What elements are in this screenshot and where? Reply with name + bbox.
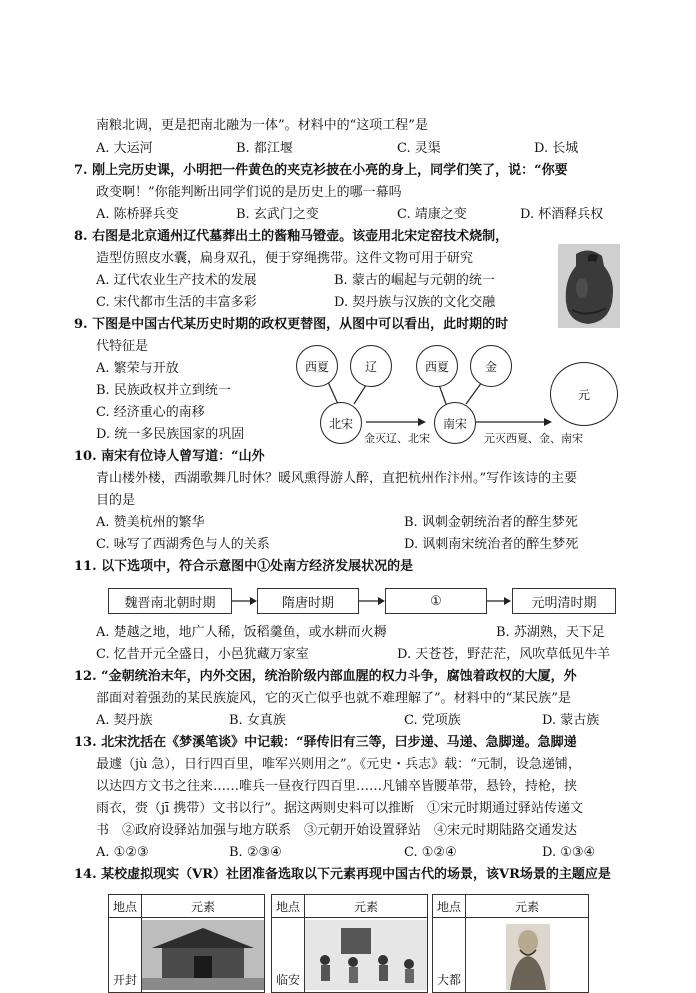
circle-xixia-1: 西夏 <box>296 345 338 387</box>
timeline-weijin: 魏晋南北朝时期 <box>108 588 232 614</box>
q7-stem-2: 政变啊！”你能判断出同学们说的是历史上的哪一幕吗 <box>96 185 402 200</box>
q8-option-b[interactable]: B. 蒙古的崛起与元朝的统一 <box>334 273 495 288</box>
q10-option-b[interactable]: B. 讽刺金朝统治者的醉生梦死 <box>404 515 578 530</box>
q11-option-a[interactable]: A. 楚越之地，地广人稀，饭稻羹鱼，或水耕而火耨 <box>96 625 387 640</box>
q9-option-a[interactable]: A. 繁荣与开放 <box>96 361 179 376</box>
q13-stem-2: 最遽（jù 急），日行四百里，唯军兴则用之”。《元史・兵志》载：“元制，设急递铺， <box>96 757 581 772</box>
circle-beisong: 北宋 <box>320 402 362 444</box>
timeline-blank-1: ① <box>385 588 487 614</box>
vr-table-dadu <box>432 894 589 993</box>
table-place-linan: 临安 <box>272 918 305 993</box>
table-header-place: 地点 <box>109 895 142 918</box>
table-header-element: 元素 <box>305 895 428 918</box>
circle-liao: 辽 <box>350 345 392 387</box>
q13-stem-3: 以达四方文书之往来……唯兵一昼夜行四百里……凡铺卒皆腰革带，悬铃，持枪，挟 <box>96 779 578 794</box>
table-header-place: 地点 <box>272 895 305 918</box>
table-place-kaifeng: 开封 <box>109 918 142 993</box>
q12-stem-1: 12. “金朝统治末年，内外交困，统治阶级内部血腥的权力斗争，腐蚀着政权的大厦，外 <box>74 669 577 684</box>
linan-people-painting <box>305 918 428 993</box>
q12-option-b[interactable]: B. 女真族 <box>229 713 286 728</box>
arrow-label-yuan: 元灭西夏、金、南宋 <box>484 432 583 445</box>
table-header-element: 元素 <box>466 895 589 918</box>
q13-option-b[interactable]: B. ②③④ <box>229 845 282 860</box>
q14-stem: 14. 某校虚拟现实（VR）社团准备选取以下元素再现中国古代的场景，该VR场景的主题应是 <box>74 867 611 882</box>
q10-option-a[interactable]: A. 赞美杭州的繁华 <box>96 515 205 530</box>
q12-stem-2: 部面对着强劲的某民族旋风，它的灭亡似乎也就不难理解了”。材料中的“某民族”是 <box>96 691 571 706</box>
q6-option-d[interactable]: D. 长城 <box>534 141 579 156</box>
q7-option-b[interactable]: B. 玄武门之变 <box>236 207 319 222</box>
q7-option-d[interactable]: D. 杯酒释兵权 <box>520 207 604 222</box>
table-header-element: 元素 <box>142 895 265 918</box>
q9-option-b[interactable]: B. 民族政权并立到统一 <box>96 383 231 398</box>
timeline-mingqing: 元明清时期 <box>512 588 616 614</box>
q13-stem-4: 雨衣，赍（jī 携带）文书以行”。据这两则史料可以推断 ①宋元时期通过驿站传递文 <box>96 801 583 816</box>
q8-stem-2: 造型仿照皮水囊，扁身双孔，便于穿绳携带。这件文物可用于研究 <box>96 251 474 266</box>
q11-option-c[interactable]: C. 忆昔开元全盛日，小邑犹藏万家室 <box>96 647 309 662</box>
q12-option-c[interactable]: C. 党项族 <box>404 713 461 728</box>
q10-option-d[interactable]: D. 讽刺南宋统治者的醉生梦死 <box>404 537 579 552</box>
q7-stem-1: 7. 刚上完历史课，小明把一件黄色的夹克衫披在小亮的身上，同学们笑了，说：“你要 <box>74 163 568 178</box>
q13-stem-1: 13. 北宋沈括在《梦溪笔谈》中记载：“驿传旧有三等，曰步递、马递、急脚递。急脚递 <box>74 735 577 750</box>
q9-option-d[interactable]: D. 统一多民族国家的巩固 <box>96 427 245 442</box>
vr-table-linan <box>271 894 428 993</box>
q7-option-c[interactable]: C. 靖康之变 <box>397 207 467 222</box>
q10-stem-1: 10. 南宋有位诗人曾写道：“山外 <box>74 449 265 464</box>
circle-nansong: 南宋 <box>434 402 476 444</box>
q8-option-c[interactable]: C. 宋代都市生活的丰富多彩 <box>96 295 257 310</box>
dadu-portrait <box>466 918 589 993</box>
q13-option-d[interactable]: D. ①③④ <box>542 845 596 860</box>
q10-stem-2: 青山楼外楼，西湖歌舞几时休？暖风熏得游人醉，直把杭州作汴州。”写作该诗的主要 <box>96 471 578 486</box>
q10-stem-3: 目的是 <box>96 493 136 508</box>
q6-option-b[interactable]: B. 都江堰 <box>236 141 293 156</box>
q11-option-d[interactable]: D. 天苍苍，野茫茫，风吹草低见牛羊 <box>397 647 611 662</box>
q7-option-a[interactable]: A. 陈桥驿兵变 <box>96 207 179 222</box>
timeline-suitang: 隋唐时期 <box>257 588 359 614</box>
q8-option-a[interactable]: A. 辽代农业生产技术的发展 <box>96 273 257 288</box>
q6-option-c[interactable]: C. 灵渠 <box>397 141 441 156</box>
q11-stem: 11. 以下选项中，符合示意图中①处南方经济发展状况的是 <box>74 559 414 574</box>
q13-option-a[interactable]: A. ①②③ <box>96 845 149 860</box>
q9-option-c[interactable]: C. 经济重心的南移 <box>96 405 205 420</box>
q11-option-b[interactable]: B. 苏湖熟，天下足 <box>496 625 605 640</box>
q12-option-a[interactable]: A. 契丹族 <box>96 713 153 728</box>
q10-option-c[interactable]: C. 咏写了西湖秀色与人的关系 <box>96 537 270 552</box>
q6-option-a[interactable]: A. 大运河 <box>96 141 153 156</box>
table-header-place: 地点 <box>433 895 466 918</box>
q9-stem-1: 9. 下图是中国古代某历史时期的政权更替图，从图中可以看出，此时期的时 <box>74 317 509 332</box>
q13-option-c[interactable]: C. ①②④ <box>404 845 457 860</box>
circle-yuan: 元 <box>550 362 618 426</box>
q8-option-d[interactable]: D. 契丹族与汉族的文化交融 <box>334 295 496 310</box>
vr-table-kaifeng <box>108 894 265 993</box>
circle-xixia-2: 西夏 <box>416 345 458 387</box>
q9-stem-2: 代特征是 <box>96 339 149 354</box>
horse-stirrup-pot-photo <box>558 244 620 328</box>
arrow-label-jin: 金灭辽、北宋 <box>364 432 430 445</box>
q6-stem-tail: 南粮北调，更是把南北融为一体”。材料中的“这项工程”是 <box>96 118 428 133</box>
circle-jin: 金 <box>470 345 512 387</box>
q12-option-d[interactable]: D. 蒙古族 <box>542 713 600 728</box>
table-place-dadu: 大都 <box>433 918 466 993</box>
q8-stem-1: 8. 右图是北京通州辽代墓葬出土的酱釉马镫壶。该壶用北宋定窑技术烧制， <box>74 229 509 244</box>
kaifeng-building-photo <box>142 918 265 993</box>
q13-stem-5: 书 ②政府设驿站加强与地方联系 ③元朝开始设置驿站 ④宋元时期陆路交通发达 <box>96 823 578 838</box>
